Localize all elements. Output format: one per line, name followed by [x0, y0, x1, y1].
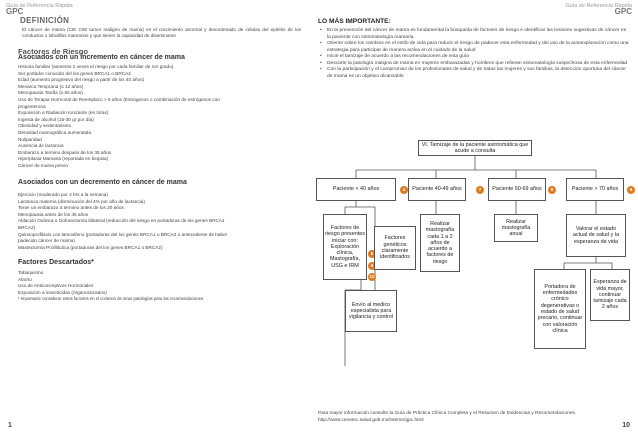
- list-item: • Descarte la patología maligna de mama en mujeres embarazadas y hombres que refieran sintomatología sospechosa de esta enfermedad: [327, 61, 630, 68]
- list-item: • En la prevención del cáncer de mama es fundamental la búsqueda de factores de riesgo e identificar las lesiones sugestivas de cáncer en la paciente con sintomatología mamaria: [327, 28, 630, 41]
- header-right-gpc: GPC: [614, 7, 632, 16]
- list-item: Ejercicio (moderado por 4 hrs a la semana): [18, 192, 108, 198]
- list-item: Quimioprofilaxis con tamoxifeno (portadoras del los genes BRCA1 o BRCA2 o antecedente de haber: [18, 231, 228, 237]
- definicion-heading: DEFINICIÓN: [20, 16, 70, 25]
- list-item: Menopausia antes de los 35 años: [18, 211, 89, 217]
- incremento-heading: Asociados con un incremento en cáncer de mama: [18, 54, 185, 62]
- importante-heading: LO MÁS IMPORTANTE:: [318, 18, 391, 25]
- flow-realizar-50-text: Realizar mastografía anual: [501, 218, 531, 238]
- flow-badge-4: 4: [400, 186, 408, 194]
- flow-envio-text: Envío al medico especialista para vigilancia y control: [348, 301, 394, 321]
- list-item: BRCA2): [18, 225, 36, 231]
- list-item: Aborto: [18, 276, 32, 282]
- list-item: Ingesta de alcohol (15-30 gr por día): [18, 116, 94, 122]
- flow-badge-9: 9: [627, 186, 635, 194]
- list-item: Historia familiar (aumento 2 veces el riesgo por cada familiar de 1er grado): [18, 63, 174, 69]
- flow-badge-7: 7: [476, 186, 484, 194]
- flow-age-50-69-text: Paciente 50-69 años: [492, 186, 542, 193]
- list-item: • Inicie el tamizaje de acuerdo a las recomendaciones de esta guía: [327, 54, 630, 61]
- flow-badge-10: 10: [369, 274, 375, 279]
- list-item: Ausencia de lactancia: [18, 143, 64, 149]
- page-number-right: 10: [622, 422, 630, 429]
- header-left-gpc: GPC: [6, 7, 24, 16]
- list-item: Densidad mamográfica aumentada: [18, 129, 91, 135]
- flow-top-box: [418, 140, 532, 156]
- flow-portadora-box: [534, 269, 586, 349]
- flow-badge-8: 8: [548, 186, 556, 194]
- list-item: Menopausia Tardía (≥ 55 años): [18, 90, 83, 96]
- list-item: Ser portador conocido del los genes BRCA1 o BRCA2: [18, 70, 131, 76]
- list-item: • Oriente sobre los cambios en el estilo de vida para reducir el riesgo de padecer esta enfermedad y del uso de la autoexploración como una estrategia para participar de manera activa en el cuidado de la salud: [327, 41, 630, 54]
- list-item: Lactancia materna (disminución del 4% por año de lactancia): [18, 198, 145, 204]
- descartados-note: * Importante considerar estos factores en el contexto de otras patologías para las recomendaciones: [18, 296, 204, 302]
- list-item: • Con la participación y el compromiso de los profesionales de salud y de todas las mujeres y sus familias, la detección oportuna del cáncer de mama es un objetivo alcanzable: [327, 67, 630, 80]
- flow-factores-text: Factores de riesgo presentes iniciar con: Exploración clínica, Mastografía, USG e IRM: [325, 224, 365, 269]
- flow-portadora-text: Portadora de enfermedades crónico degenerativas o estado de salud precario, continuar con valoración clínica: [537, 283, 583, 334]
- flow-top-text: VI. Tamizaje de la paciente asintomática que acude a consulta: [421, 141, 529, 154]
- flow-age-40-49-text: Paciente 40-49 años: [412, 186, 462, 193]
- flow-age-gt70-text: Paciente > 70 años: [571, 186, 619, 193]
- header-right-title: Guía de Referencia Rápida: [565, 3, 632, 9]
- list-item: Edad (aumento progresivo del riesgo a partir de los 40 años): [18, 77, 145, 83]
- list-item: Embarazo a termino después de los 35 años: [18, 149, 112, 155]
- footer-reference: Para mayor información consulte la Guía de Práctica Clínica Completa y el Resumen de Evidencias y Recomendaciones. http://www.cenetec.salud.gob.mx/interior/gpc.html: [318, 411, 577, 423]
- flow-age-lt40: [316, 178, 396, 201]
- header-left-title: Guía de Referencia Rápida: [6, 3, 73, 9]
- list-item: Tabaquismo: [18, 270, 44, 275]
- list-item: Exposición a Radiación Ionizante (en tórax): [18, 110, 109, 116]
- flow-age-lt40-text: Paciente < 40 años: [332, 186, 380, 193]
- factores-riesgo-heading: Factores de Riesgo: [18, 46, 89, 56]
- flow-valorar-text: Valorar el estado actual de salud y la esperanza de vida: [572, 226, 620, 245]
- list-item: Ablación Ovárica u Ooforectomía bilateral (reducción del riesgo en portadoras de los genes BRCA1: [18, 218, 225, 224]
- list-item: Obesidad y sedentarismo: [18, 123, 72, 129]
- descartados-heading: Factores Descartados*: [18, 259, 94, 267]
- list-item: Exposición a insecticidas (órganoclorados): [18, 289, 107, 295]
- list-item: Mastectomía Profiláctica (portadoras del los genes BRCA1 o BRCA2): [18, 244, 163, 250]
- flow-age-gt70: [566, 178, 624, 201]
- flow-realizar-40-text: Realizar mastografía cada 1 a 2 años de acuerdo a factores de riesgo: [425, 220, 455, 265]
- flow-age-40-49: [408, 178, 466, 201]
- list-item: progesterona: [18, 103, 46, 109]
- flow-geneticos-box: [374, 226, 416, 270]
- list-item: Uso de Terapia Hormonal de Reemplazo > 5 años (Estrógenos o combinación de estrógenos con: [18, 96, 220, 102]
- flow-badge-6: 6: [368, 262, 376, 270]
- flow-realizar-40-box: [420, 214, 460, 272]
- flow-esperanza-text: Esperanza de vida mayor, continuar tamizaje cada 2 años: [593, 279, 627, 311]
- list-item: Nuliparidad: [18, 136, 42, 142]
- list-item: Menarca Temprana (≤ 12 años): [18, 83, 84, 89]
- flow-geneticos-text: Factores genéticos claramente identificados: [380, 235, 410, 261]
- flow-badge-5: 5: [368, 250, 376, 258]
- decremento-heading: Asociados con un decremento en cáncer de mama: [18, 179, 187, 187]
- list-item: padecido cáncer de mama): [18, 238, 75, 244]
- page-number-left: 1: [8, 422, 12, 429]
- list-item: Hiperplasia Mamaria (reportada en biopsia): [18, 156, 109, 162]
- flow-factores-box: [323, 214, 367, 280]
- flow-envio-box: [345, 290, 397, 332]
- flow-esperanza-box: [590, 269, 630, 321]
- flow-realizar-50-box: [494, 214, 538, 242]
- list-item: Tener un embarazo a termino antes de los 20 años: [18, 205, 124, 211]
- list-item: Cáncer de mama previo: [18, 162, 69, 168]
- list-item: Uso de Anticonceptivos Hormonales: [18, 283, 94, 289]
- flow-age-50-69: [488, 178, 546, 201]
- definicion-text: El cáncer de mama (CIE C50 tumor maligno de mama) es el crecimiento anormal y desordenado de células del epitelio de los conductos o lobulillos mamarios y que tienen la capacidad de diseminarse: [22, 26, 301, 39]
- flow-valorar-box: [566, 214, 626, 257]
